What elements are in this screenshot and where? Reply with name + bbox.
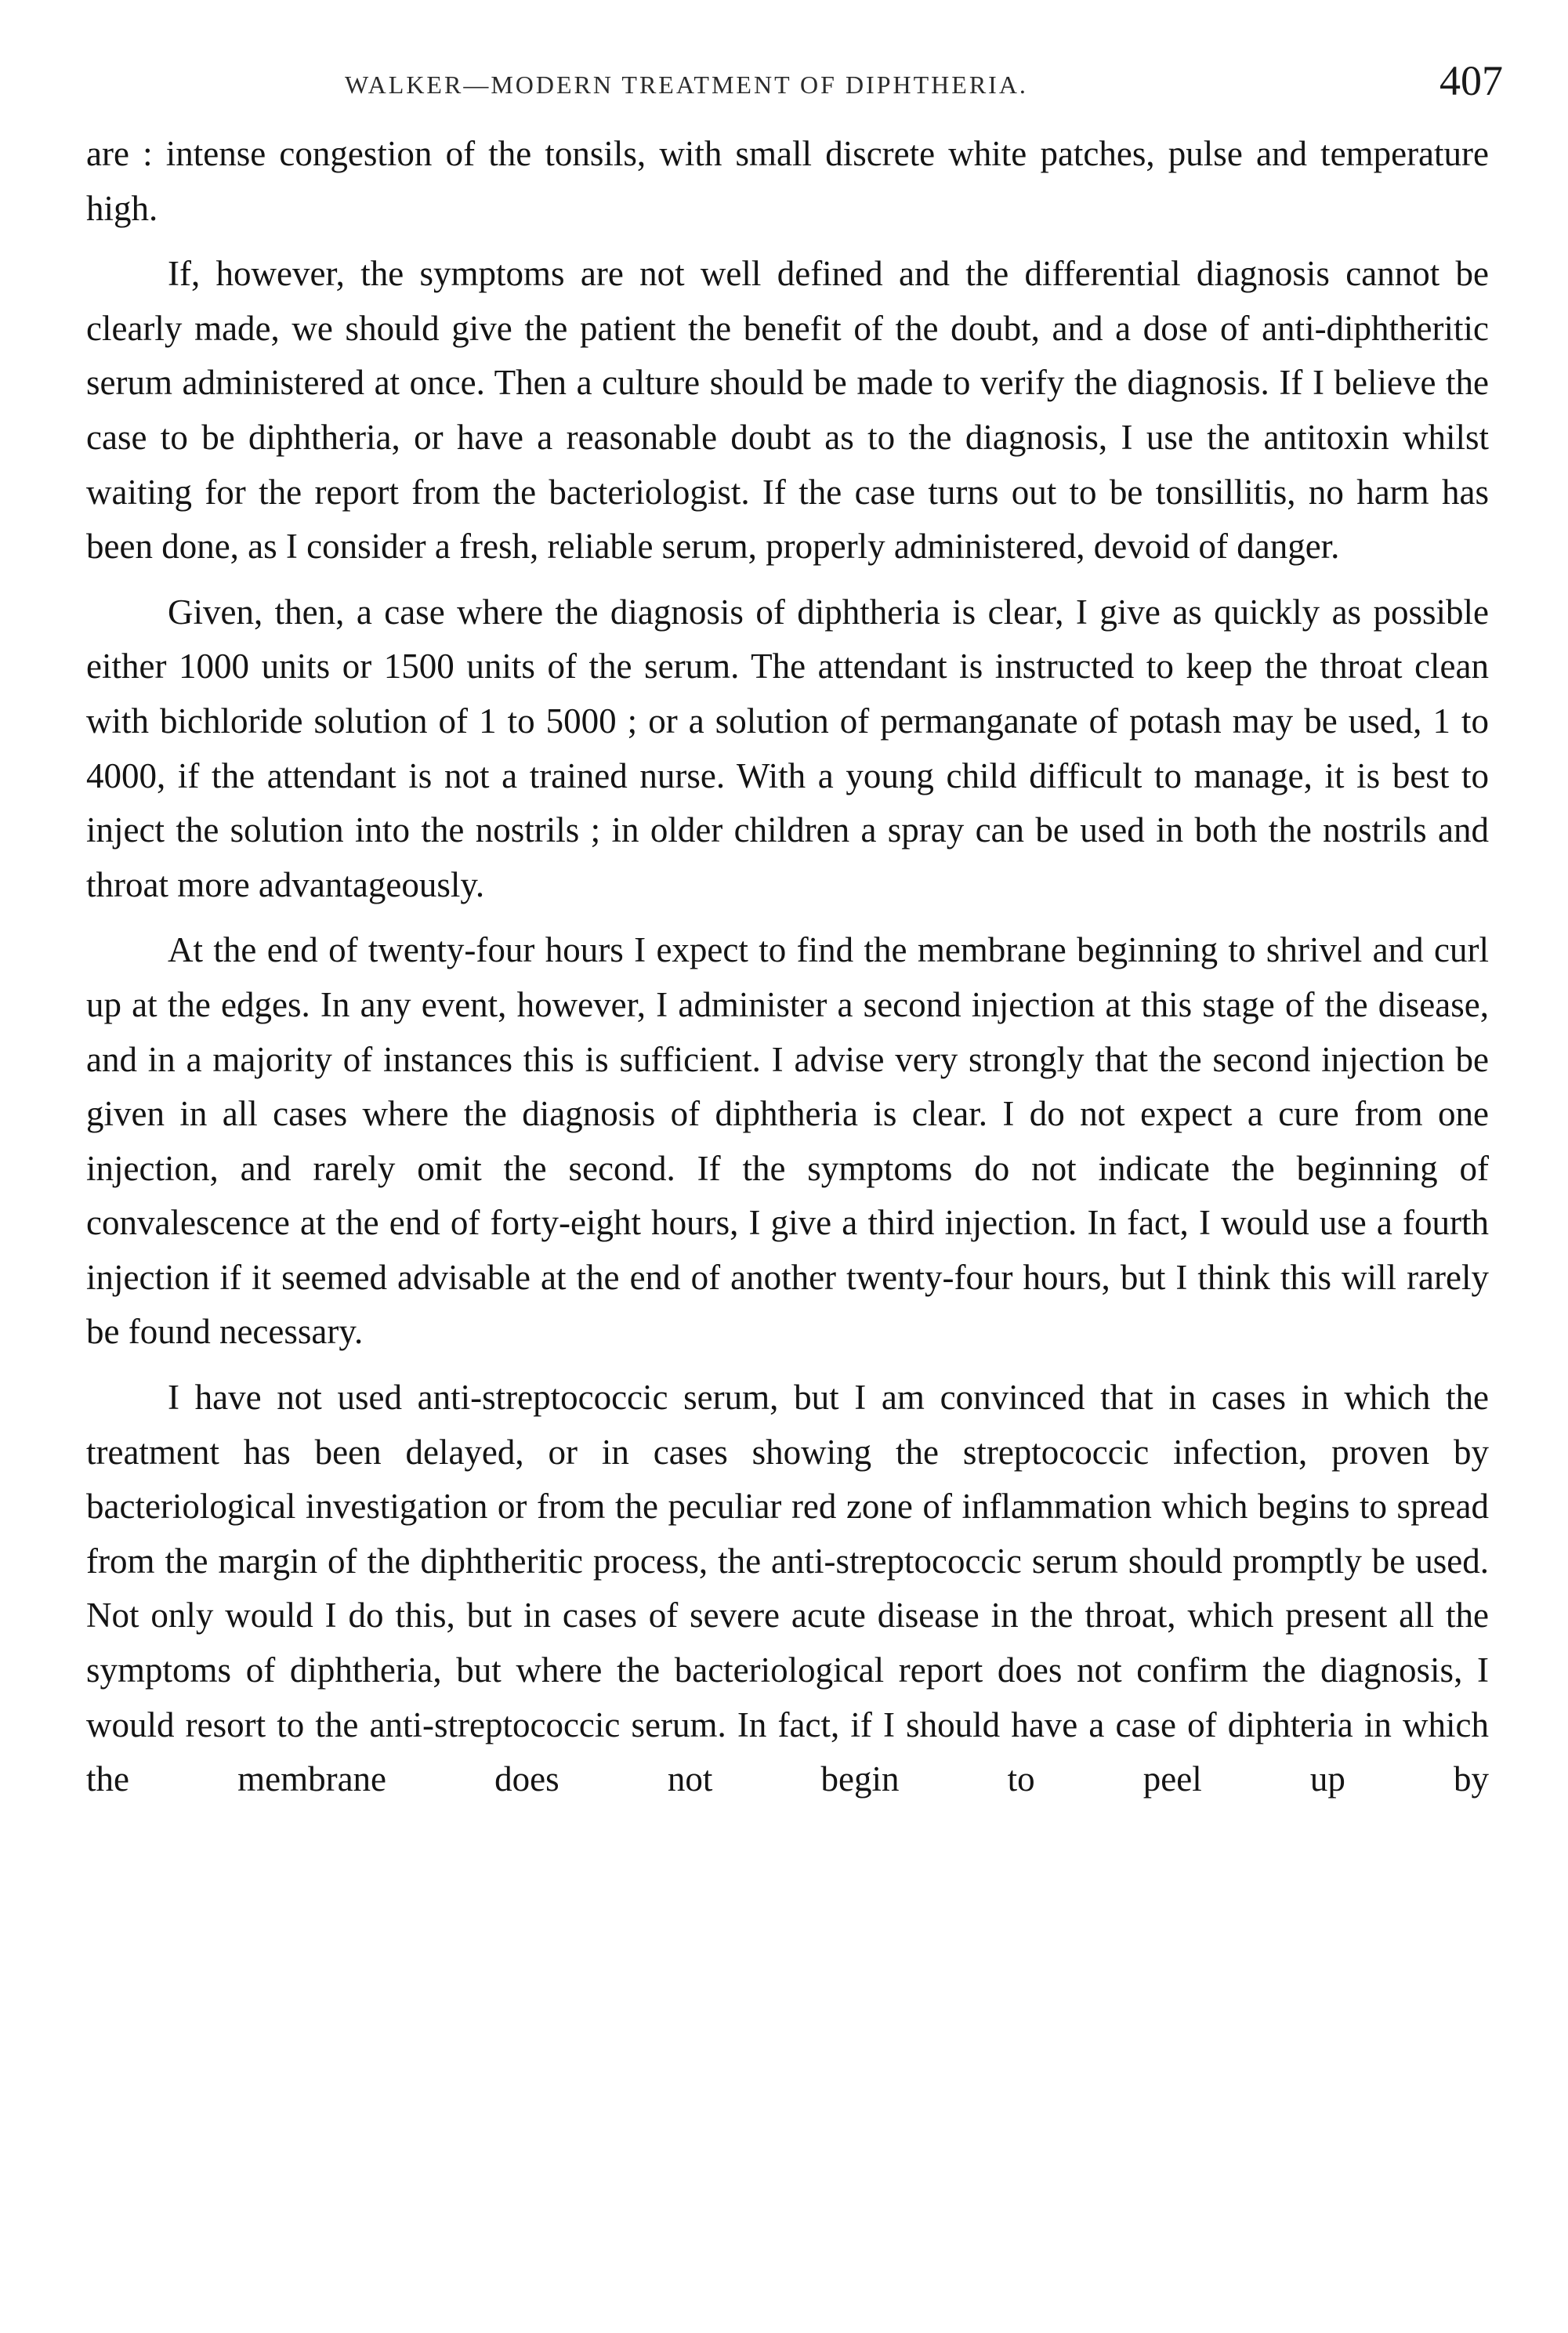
- running-title: WALKER—MODERN TREATMENT OF DIPHTHERIA.: [345, 71, 1028, 99]
- page-number: 407: [1439, 57, 1503, 104]
- paragraph-3: Given, then, a case where the diagnosis of diphtheria is clear, I give as quickly as possible either 1000 units or 1500 units of the serum. The attendant is instructed to keep the throat clean with bichloride solution of 1 to 5000 ; or a solution of permanganate of potash may be used, 1 to 4000, if the attendant is not a trained nurse. With a young child difficult to manage, it is best to inject the solution into the nostrils ; in older children a spray can be used in both the nostrils and throat more advantageously.: [86, 592, 1489, 904]
- paragraph-1: are : intense congestion of the tonsils, with small discrete white patches, pulse and temperature high.: [86, 134, 1489, 228]
- paragraph-2: If, however, the symptoms are not well defined and the differential diagnosis cannot be clearly made, we should give the patient the benefit of the doubt, and a dose of anti-diphtheritic serum administered at once. Then a culture should be made to verify the diagnosis. If I believe the case to be diphtheria, or have a reasonable doubt as to the diagnosis, I use the antitoxin whilst waiting for the report from the bacteriologist. If the case turns out to be tonsillitis, no harm has been done, as I consider a fresh, reliable serum, properly administered, devoid of danger.: [86, 254, 1489, 567]
- body-text: [86, 127, 1489, 1807]
- running-head: [86, 55, 1503, 110]
- paragraph-5: I have not used anti-streptococcic serum, but I am convinced that in cases in which the treatment has been delayed, or in cases showing the streptococcic infection, proven by bacteriological investigation or from the peculiar red zone of inflammation which begins to spread from the margin of the diphtheritic process, the anti-streptococcic serum should promptly be used. Not only would I do this, but in cases of severe acute disease in the throat, which present all the symptoms of diphtheria, but where the bacteriological report does not confirm the diagnosis, I would resort to the anti-streptococcic serum. In fact, if I should have a case of diphteria in which the membrane does not begin to peel up by: [86, 1378, 1489, 1799]
- document-page: [86, 55, 1503, 1807]
- paragraph-4: At the end of twenty-four hours I expect to find the membrane beginning to shrivel and curl up at the edges. In any event, however, I administer a second injection at this stage of the disease, and in a majority of instances this is sufficient. I advise very strongly that the second injection be given in all cases where the diagnosis of diphtheria is clear. I do not expect a cure from one injection, and rarely omit the second. If the symptoms do not indicate the beginning of convalescence at the end of forty-eight hours, I give a third injection. In fact, I would use a fourth injection if it seemed advisable at the end of another twenty-four hours, but I think this will rarely be found necessary.: [86, 930, 1489, 1352]
